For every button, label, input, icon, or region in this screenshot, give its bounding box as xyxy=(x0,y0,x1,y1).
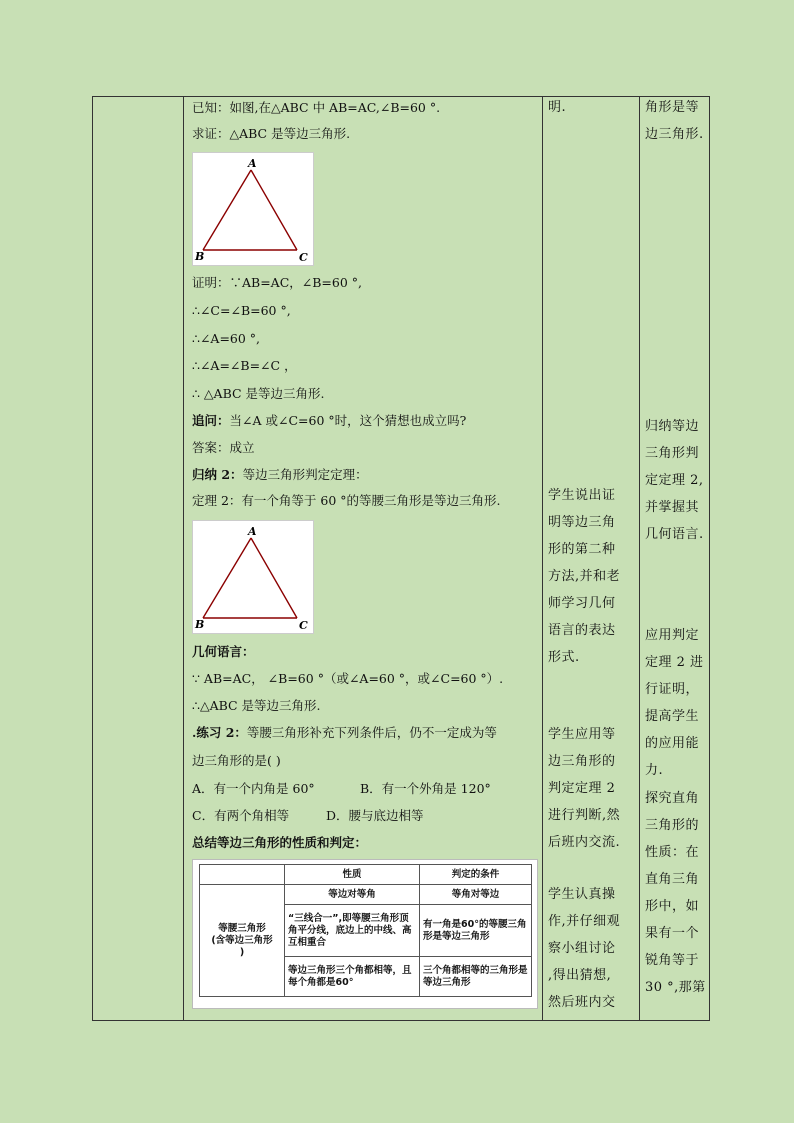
activity-line: 作,并仔细观 xyxy=(548,914,621,929)
vertex-b-label: B xyxy=(195,618,205,631)
intent-line: 果有一个 xyxy=(645,926,700,941)
option-b: B．有一个外角是 120° xyxy=(360,781,491,796)
intent-line: 性质：在 xyxy=(645,845,700,860)
column-divider xyxy=(183,97,184,1020)
intent-line: 锐角等于 xyxy=(645,953,700,968)
option-c: C．有两个角相等 xyxy=(192,808,290,823)
triangle-figure-2 xyxy=(192,520,314,634)
intent-line: 归纳等边 xyxy=(645,419,700,434)
column-divider xyxy=(639,97,640,1020)
activity-line: ,得出猜想, xyxy=(548,968,612,983)
activity-line: 边三角形的 xyxy=(548,754,616,769)
intent-line: 定理 2 进 xyxy=(645,655,704,670)
proof-step: ∴∠A=∠B=∠C ， xyxy=(192,358,297,373)
summary-table-image xyxy=(192,859,538,1009)
proof-line: 证明：∵AB=AC，∠B=60 °, xyxy=(192,275,363,290)
activity-line: 形式. xyxy=(548,650,580,665)
practice-question-cont: 边三角形的是( ) xyxy=(192,753,281,768)
activity-line: 学生认真操 xyxy=(548,887,616,902)
sub-property: 等边对等角 xyxy=(285,885,420,905)
activity-line: 后班内交流. xyxy=(548,835,621,850)
geo-language-label: 几何语言： xyxy=(192,644,255,659)
proof-step: ∴∠C=∠B=60 °, xyxy=(192,303,291,318)
intent-line: 探究直角 xyxy=(645,791,700,806)
intent-line: 提高学生 xyxy=(645,709,700,724)
option-d: D．腰与底边相等 xyxy=(326,808,424,823)
geo-language-line: ∵ AB=AC， ∠B=60 °（或∠A=60 °，或∠C=60 °）. xyxy=(192,671,504,686)
activity-line: 师学习几何 xyxy=(548,596,616,611)
lesson-table xyxy=(92,96,710,1021)
header-property: 性质 xyxy=(285,865,420,885)
intent-line: 的应用能 xyxy=(645,736,700,751)
option-a: A．有一个内角是 60° xyxy=(192,781,315,796)
intent-line: 行证明， xyxy=(645,682,700,697)
sub-judgement: 等角对等边 xyxy=(420,885,532,905)
property-cell: “三线合一”,即等腰三角形顶角平分线，底边上的中线、高互相重合 xyxy=(285,905,420,957)
answer-text: 答案：成立 xyxy=(192,440,255,455)
geo-language-line: ∴△ABC 是等边三角形. xyxy=(192,698,321,713)
intent-line: 定定理 2, xyxy=(645,473,704,488)
activity-line: 学生应用等 xyxy=(548,727,616,742)
activity-line: 察小组讨论 xyxy=(548,941,616,956)
property-cell: 等边三角形三个角都相等，且每个角都是60° xyxy=(285,957,420,997)
activity-line: 明等边三角 xyxy=(548,515,616,530)
vertex-c-label: C xyxy=(299,619,308,632)
prove-text: 求证：△ABC 是等边三角形. xyxy=(192,126,351,141)
practice-question: .练习 2：等腰三角形补充下列条件后，仍不一定成为等 xyxy=(192,725,497,740)
theorem-2: 定理 2：有一个角等于 60 °的等腰三角形是等边三角形. xyxy=(192,493,501,508)
column-divider xyxy=(542,97,543,1020)
proof-step: ∴∠A=60 °, xyxy=(192,331,261,346)
triangle-figure-1 xyxy=(192,152,314,266)
intent-line: 几何语言. xyxy=(645,527,704,542)
judgement-cell: 有一角是60°的等腰三角形是等边三角形 xyxy=(420,905,532,957)
intent-line: 应用判定 xyxy=(645,628,700,643)
intent-line: 形中，如 xyxy=(645,899,700,914)
proof-conclusion: ∴ △ABC 是等边三角形. xyxy=(192,386,325,401)
activity-line: 明. xyxy=(548,100,567,115)
activity-line: 方法,并和老 xyxy=(548,569,621,584)
intent-line: 30 °,那第 xyxy=(645,980,706,995)
activity-line: 判定定理 2 xyxy=(548,781,616,796)
activity-line: 然后班内交 xyxy=(548,995,616,1010)
header-judgement: 判定的条件 xyxy=(420,865,532,885)
intent-line: 角形是等 xyxy=(645,100,700,115)
judgement-cell: 三个角都相等的三角形是等边三角形 xyxy=(420,957,532,997)
summary-title: 总结等边三角形的性质和判定： xyxy=(192,835,368,850)
intent-line: 边三角形. xyxy=(645,127,704,142)
followup-question: 追问：当∠A 或∠C=60 °时，这个猜想也成立吗? xyxy=(192,413,467,428)
vertex-a-label: A xyxy=(248,157,257,170)
vertex-a-label: A xyxy=(248,525,257,538)
summary-2: 归纳 2：等边三角形判定定理： xyxy=(192,467,368,482)
intent-line: 三角形判 xyxy=(645,446,700,461)
intent-line: 并掌握其 xyxy=(645,500,700,515)
intent-line: 三角形的 xyxy=(645,818,700,833)
vertex-b-label: B xyxy=(195,250,205,263)
given-text: 已知：如图,在△ABC 中 AB=AC,∠B=60 °. xyxy=(192,100,441,115)
intent-line: 力. xyxy=(645,763,664,778)
activity-line: 形的第二种 xyxy=(548,542,616,557)
vertex-c-label: C xyxy=(299,251,308,264)
activity-line: 语言的表达 xyxy=(548,623,616,638)
activity-line: 学生说出证 xyxy=(548,488,616,503)
intent-line: 直角三角 xyxy=(645,872,700,887)
row-label: 等腰三角形 (含等边三角形 ) xyxy=(200,885,285,997)
activity-line: 进行判断,然 xyxy=(548,808,621,823)
